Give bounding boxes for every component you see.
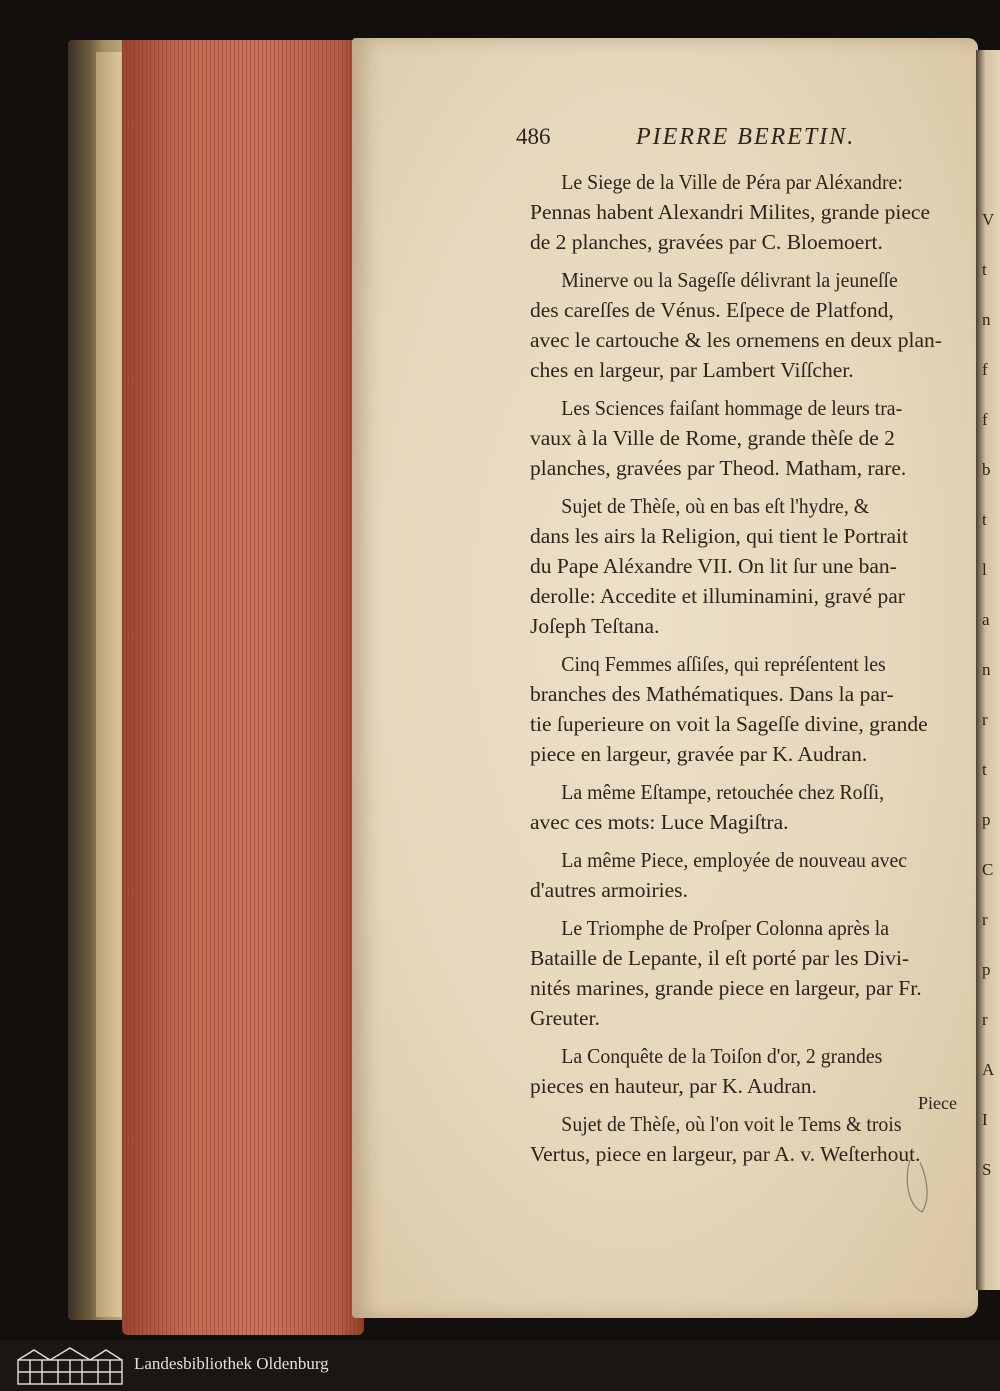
text-line: Sujet de Thèſe, où en bas eſt l'hydre, & <box>561 494 870 518</box>
text-line: vaux à la Ville de Rome, grande thèſe de 2 <box>530 426 895 450</box>
text-line: ches en largeur, par Lambert Viſſcher. <box>530 358 854 382</box>
text-line: Les Sciences faiſant hommage de leurs tra- <box>561 396 903 420</box>
text-line: La même Eſtampe, retouchée chez Roſſi, <box>561 780 885 804</box>
page-number: 486 <box>516 124 551 149</box>
text-line: piece en largeur, gravée par K. Audran. <box>530 742 868 766</box>
facing-page-letter: t <box>982 510 987 529</box>
facing-page-letter: b <box>982 460 991 479</box>
text-line: Pennas habent Alexandri Milites, grande piece <box>530 200 931 224</box>
catchword: Piece <box>918 1093 957 1113</box>
paragraph-gap <box>530 1033 960 1041</box>
facing-page-letter: a <box>982 610 990 629</box>
text-line: La Conquête de la Toiſon d'or, 2 grandes <box>561 1044 883 1068</box>
paragraph-gap <box>530 257 960 265</box>
text-line: branches des Mathématiques. Dans la par- <box>530 682 894 706</box>
facing-page-letter: C <box>982 860 994 879</box>
text-line: planches, gravées par Theod. Matham, rare. <box>530 456 907 480</box>
text-line: tie ſuperieure on voit la Sageſſe divine, grande <box>530 712 928 736</box>
text-line: Sujet de Thèſe, où l'on voit le Tems & trois <box>561 1112 902 1136</box>
paragraph-gap <box>530 769 960 777</box>
running-head <box>516 124 896 158</box>
text-line: avec ces mots: Luce Magiſtra. <box>530 810 789 834</box>
text-line: nités marines, grande piece en largeur, par Fr. <box>530 976 922 1000</box>
footer-bar <box>0 1340 1000 1391</box>
library-building-icon <box>14 1346 126 1386</box>
running-head-title: PIERRE BERETIN. <box>636 124 856 150</box>
text-line: de 2 planches, gravées par C. Bloemoert. <box>530 230 883 254</box>
facing-page-letter: t <box>982 760 987 779</box>
facing-page-letter: r <box>982 910 988 929</box>
paragraph-gap <box>530 905 960 913</box>
text-line: Cinq Femmes aſſiſes, qui repréſentent les <box>561 652 886 676</box>
facing-page-letter: n <box>982 660 991 679</box>
text-line: avec le cartouche & les ornemens en deux plan- <box>530 328 942 352</box>
facing-page-letter: r <box>982 710 988 729</box>
paragraph-gap <box>530 483 960 491</box>
facing-page-letter: A <box>982 1060 995 1079</box>
text-line: derolle: Accedite et illuminamini, gravé par <box>530 584 905 608</box>
facing-page-letter: I <box>982 1110 988 1129</box>
paragraph-gap <box>530 1101 960 1109</box>
text-line: Joſeph Teſtana. <box>530 614 660 638</box>
paragraph-gap <box>530 385 960 393</box>
facing-page-letter: p <box>982 810 991 829</box>
facing-page-letter: l <box>982 560 987 579</box>
page-body-text <box>530 167 960 1169</box>
text-line: Bataille de Lepante, il eſt porté par les Divi- <box>530 946 910 970</box>
facing-page-letter: f <box>982 360 988 379</box>
text-line: Le Triomphe de Proſper Colonna après la <box>561 916 890 940</box>
facing-page-letter: V <box>982 210 995 229</box>
text-line: Le Siege de la Ville de Péra par Aléxandre: <box>561 170 903 194</box>
facing-page-letter: p <box>982 960 991 979</box>
text-line: Greuter. <box>530 1006 600 1030</box>
facing-page-letter: f <box>982 410 988 429</box>
paragraph-gap <box>530 837 960 845</box>
pencil-mark-icon <box>900 1150 940 1220</box>
text-line: du Pape Aléxandre VII. On lit ſur une ban- <box>530 554 897 578</box>
text-line: des careſſes de Vénus. Eſpece de Platfond, <box>530 298 894 322</box>
facing-page-strip <box>976 50 1000 1290</box>
red-page-edges <box>122 40 364 1335</box>
text-line: pieces en hauteur, par K. Audran. <box>530 1074 817 1098</box>
text-line: Minerve ou la Sageſſe délivrant la jeuneſſe <box>561 268 898 292</box>
library-name: Landesbibliothek Oldenburg <box>134 1354 329 1373</box>
facing-page-letter: n <box>982 310 991 329</box>
text-line: Vertus, piece en largeur, par A. v. Weſterhout. <box>530 1142 921 1166</box>
text-line: La même Piece, employée de nouveau avec <box>561 848 908 872</box>
facing-page-letter: r <box>982 1010 988 1029</box>
facing-page-letter: t <box>982 260 987 279</box>
text-line: d'autres armoiries. <box>530 878 688 902</box>
facing-page-letter: S <box>982 1160 992 1179</box>
paragraph-gap <box>530 641 960 649</box>
text-line: dans les airs la Religion, qui tient le Portrait <box>530 524 908 548</box>
